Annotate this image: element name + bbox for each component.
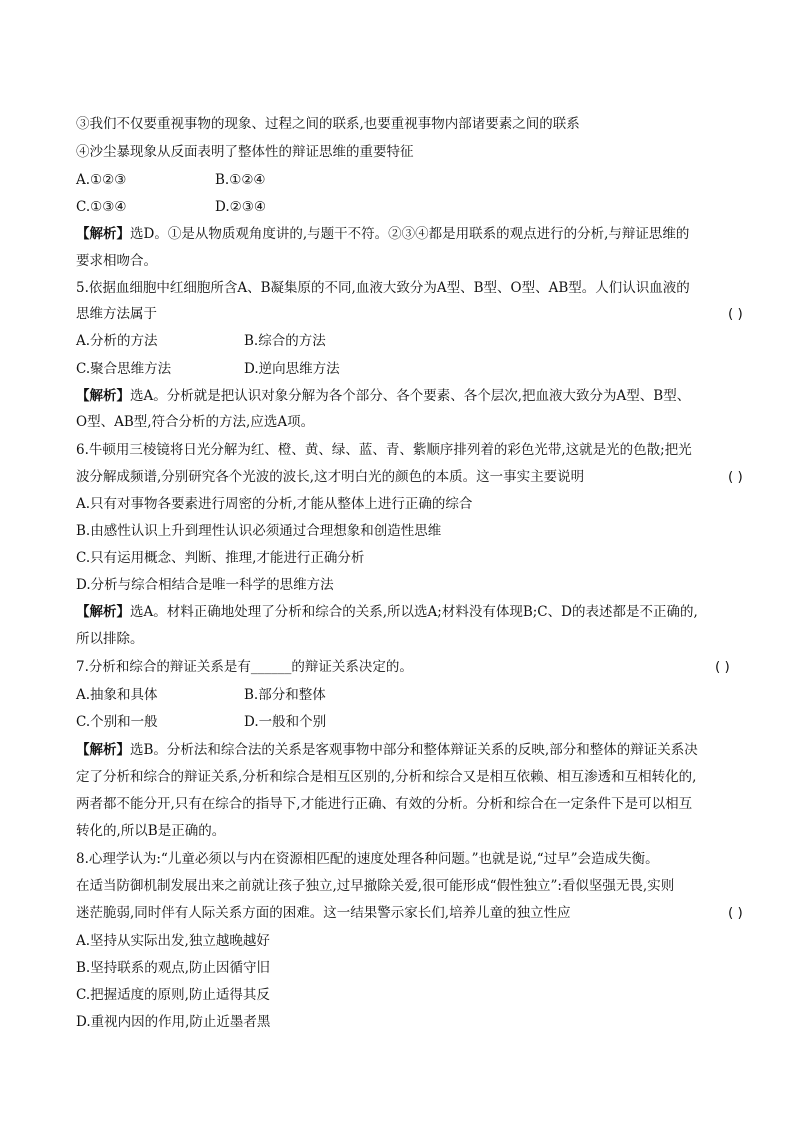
q6-option-b: B.由感性认识上升到理性认识必须通过合理想象和创造性思维	[76, 523, 442, 539]
q8-stem-line-2: 在适当防御机制发展出来之前就让孩子独立,过早撤除关爱,很可能形成“假性独立”:看似坚强无畏,实则	[76, 878, 675, 894]
q7-option-a: A.抽象和具体	[76, 687, 158, 703]
q7-explanation-line-3: 两者都不能分开,只有在综合的指导下,才能进行正确、有效的分析。分析和综合在一定条件下是可以相互	[76, 796, 693, 812]
q5-option-b: B.综合的方法	[244, 333, 326, 349]
q4-option-c: C.①③④	[76, 199, 127, 215]
q7-option-c: C.个别和一般	[76, 714, 158, 730]
q5-option-d: D.逆向思维方法	[244, 361, 340, 377]
q5-answer-blank: ( )	[728, 306, 743, 322]
q6-option-a: A.只有对事物各要素进行周密的分析,才能从整体上进行正确的综合	[76, 496, 473, 512]
q8-stem-line-1: 8.心理学认为:“儿童必须以与内在资源相匹配的速度处理各种问题。”也就是说,“过早”会造成失衡。	[76, 851, 659, 867]
q7-explanation-line-2: 定了分析和综合的辩证关系,分析和综合是相互区别的,分析和综合又是相互依赖、相互渗透和互相转化的,	[76, 769, 697, 785]
q5-option-c: C.聚合思维方法	[76, 361, 172, 377]
q4-explanation-line-2: 要求相吻合。	[76, 253, 157, 269]
q4-option-a: A.①②③	[76, 172, 127, 188]
q6-answer-blank: ( )	[728, 469, 743, 485]
q7-answer-blank: ( )	[715, 659, 730, 675]
q6-explanation-line-2: 所以排除。	[76, 631, 144, 647]
q5-stem-line-2: 思维方法属于	[76, 306, 157, 322]
q6-explanation-line-1: 【解析】选A。材料正确地处理了分析和综合的关系,所以选A;材料没有体现B;C、D的表述都是不正确的,	[76, 604, 698, 620]
q6-option-d: D.分析与综合相结合是唯一科学的思维方法	[76, 577, 334, 593]
q8-answer-blank: ( )	[728, 905, 743, 921]
q4-option-b: B.①②④	[215, 172, 266, 188]
statement-4: ④沙尘暴现象从反面表明了整体性的辩证思维的重要特征	[76, 144, 414, 160]
q4-explanation-line-1: 【解析】选D。①是从物质观角度讲的,与题干不符。②③④都是用联系的观点进行的分析,与辩证思维的	[76, 226, 690, 242]
q5-explanation-line-1: 【解析】选A。分析就是把认识对象分解为各个部分、各个要素、各个层次,把血液大致分为A型、B型、	[76, 388, 691, 404]
explanation-tag: 【解析】	[76, 226, 130, 242]
q4-option-d: D.②③④	[215, 199, 266, 215]
q6-option-c: C.只有运用概念、判断、推理,才能进行正确分析	[76, 550, 365, 566]
q5-stem-line-1: 5.依据血细胞中红细胞所含A、B凝集原的不同,血液大致分为A型、B型、O型、AB型。人们认识血液的	[76, 280, 690, 296]
q7-explanation-line-1: 【解析】选B。分析法和综合法的关系是客观事物中部分和整体辩证关系的反映,部分和整体的辩证关系决	[76, 742, 698, 758]
q7-stem: 7.分析和综合的辩证关系是有______的辩证关系决定的。	[76, 659, 413, 675]
q8-option-d: D.重视内因的作用,防止近墨者黑	[76, 1014, 271, 1030]
q8-stem-line-3: 迷茫脆弱,同时伴有人际关系方面的困难。这一结果警示家长们,培养儿童的独立性应	[76, 905, 571, 921]
q7-option-b: B.部分和整体	[244, 687, 326, 703]
q7-explanation-line-4: 转化的,所以B是正确的。	[76, 823, 226, 839]
q8-option-c: C.把握适度的原则,防止适得其反	[76, 987, 270, 1003]
q5-option-a: A.分析的方法	[76, 333, 158, 349]
q8-option-a: A.坚持从实际出发,独立越晚越好	[76, 933, 270, 949]
q7-option-d: D.一般和个别	[244, 714, 327, 730]
q8-option-b: B.坚持联系的观点,防止因循守旧	[76, 960, 271, 976]
q6-stem-line-1: 6.牛顿用三棱镜将日光分解为红、橙、黄、绿、蓝、青、紫顺序排列着的彩色光带,这就是光的色散;把光	[76, 442, 692, 458]
q5-explanation-line-2: O型、AB型,符合分析的方法,应选A项。	[76, 414, 315, 430]
statement-3: ③我们不仅要重视事物的现象、过程之间的联系,也要重视事物内部诸要素之间的联系	[76, 116, 580, 132]
q6-stem-line-2: 波分解成频谱,分别研究各个光波的波长,这才明白光的颜色的本质。这一事实主要说明	[76, 469, 585, 485]
